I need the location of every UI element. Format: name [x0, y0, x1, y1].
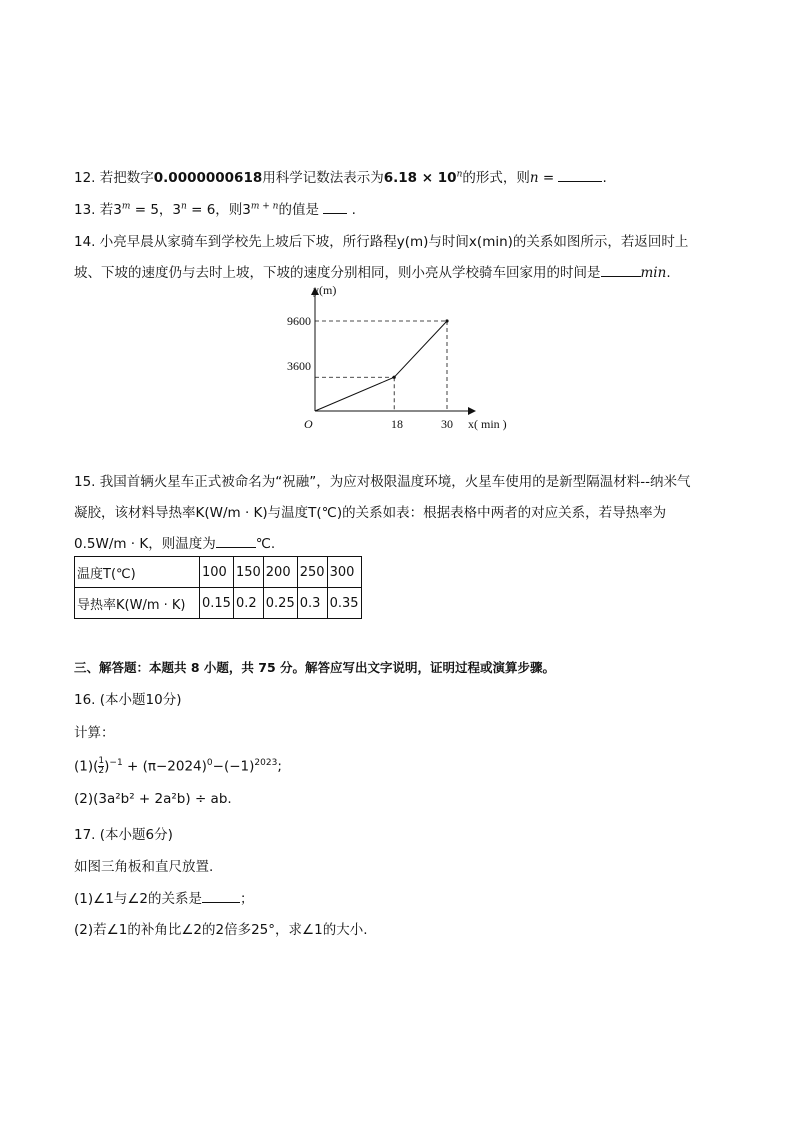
- q16-p1-e: ;: [277, 758, 282, 775]
- table-cell: 0.2: [233, 588, 263, 619]
- question-12: [74, 166, 607, 186]
- y-tick-3600: 3600: [287, 359, 311, 373]
- table-cell: 0.15: [200, 588, 234, 619]
- q16-exp-1: −1: [109, 758, 123, 768]
- answer-blank[interactable]: [323, 201, 347, 214]
- question-15-line-1: 15. 我国首辆火星车正式被命名为“祝融”，为应对极限温度环境，火星车使用的是新型隔温材料--纳米气: [74, 474, 691, 490]
- q13-text-a: 若: [99, 202, 114, 218]
- q16-p1-c: + (π−2024): [122, 758, 207, 775]
- q13-text-b: 的值是: [278, 202, 319, 218]
- q14-line2-text: 坡、下坡的速度仍与去时上坡，下坡的速度分别相同，则小亮从学校骑车回家用的时间是: [74, 265, 601, 281]
- x-tick-30: 30: [441, 417, 453, 431]
- question-14-line-2: [74, 261, 671, 281]
- x-tick-18: 18: [391, 417, 403, 431]
- q12-number: 12.: [74, 170, 96, 186]
- q15-line3-text: 0.5W/m · K，则温度为: [74, 536, 216, 552]
- question-16-instruction: 计算：: [74, 725, 115, 741]
- question-15-line-2: 凝胶，该材料导热率K(W/m · K)与温度T(℃)的关系如表：根据表格中两者的对应关系，若导热率为: [74, 505, 667, 521]
- q13-number: 13.: [74, 202, 96, 218]
- q13-exp-2: n: [181, 201, 187, 212]
- question-17-heading: 17. (本小题6分): [74, 827, 173, 843]
- table-cell: 300: [327, 557, 361, 588]
- q13-end: .: [351, 202, 356, 218]
- y-axis-label: y(m): [313, 283, 337, 297]
- q13-base-3: 3: [242, 202, 251, 218]
- table-cell: 0.3: [297, 588, 327, 619]
- q14-end: .: [666, 265, 671, 281]
- question-14-line-1: 14. 小亮早晨从家骑车到学校先上坡后下坡，所行路程y(m)与时间x(min)的关系如图所示，若返回时上: [74, 234, 689, 250]
- question-16-heading: 16. (本小题10分): [74, 692, 182, 708]
- q16-exp-3: 2023: [254, 758, 278, 768]
- table-row-head: 导热率K(W/m · K): [75, 588, 200, 619]
- table-cell: 0.25: [263, 588, 297, 619]
- data-point: [393, 376, 396, 379]
- q14-unit: min: [640, 265, 667, 281]
- q13-val-2: = 6，则: [186, 202, 243, 218]
- q16-p1-a: (1)(: [74, 758, 99, 775]
- q12-text-b: 用科学记数法表示为: [262, 170, 384, 186]
- q13-base-1: 3: [113, 202, 122, 218]
- distance-time-graph: [275, 280, 535, 440]
- q12-eq: =: [538, 170, 559, 186]
- series-line: [315, 321, 447, 411]
- q12-exp: n: [456, 169, 463, 180]
- question-16-part-2: (2)(3a²b² + 2a²b) ÷ ab.: [74, 791, 232, 807]
- q12-text-c: 的形式，则: [462, 170, 530, 186]
- q12-expr: 6.18 × 10: [383, 170, 457, 186]
- q12-end: .: [602, 170, 607, 186]
- conductivity-table: [74, 556, 362, 619]
- q12-var: n: [529, 170, 539, 186]
- table-cell: 250: [297, 557, 327, 588]
- q16-p1-d: −(−1): [212, 758, 255, 775]
- q12-text-a: 若把数字: [99, 170, 154, 186]
- dashed-guides: [315, 321, 447, 411]
- question-15-line-3: [74, 532, 275, 552]
- table-cell: 100: [200, 557, 234, 588]
- y-tick-9600: 9600: [287, 314, 311, 328]
- question-17-part-2: (2)若∠1的补角比∠2的2倍多25°，求∠1的大小.: [74, 922, 368, 938]
- q13-exp-1: m: [121, 201, 131, 212]
- table-cell: 0.35: [327, 588, 361, 619]
- origin-label: O: [304, 417, 313, 431]
- question-13: [74, 198, 356, 218]
- data-point: [445, 319, 448, 322]
- q13-exp-3: m + n: [250, 201, 279, 212]
- answer-blank[interactable]: [601, 264, 641, 277]
- q13-val-1: = 5，: [130, 202, 173, 218]
- q17-p1-end: ；: [240, 891, 254, 907]
- q16-p1-b: ): [104, 758, 110, 775]
- q15-unit: ℃.: [255, 536, 276, 552]
- q12-decimal: 0.0000000618: [153, 170, 263, 186]
- question-16-part-1: [74, 757, 282, 776]
- q13-base-2: 3: [172, 202, 181, 218]
- section-3-heading: 三、解答题：本题共 8 小题，共 75 分。解答应写出文字说明，证明过程或演算步骤。: [74, 660, 556, 675]
- answer-blank[interactable]: [216, 535, 256, 548]
- q16-exp-2: 0: [206, 758, 213, 768]
- question-17-part-1: [74, 887, 254, 907]
- answer-blank[interactable]: [558, 169, 602, 182]
- table-cell: 200: [263, 557, 297, 588]
- question-17-intro: 如图三角板和直尺放置.: [74, 859, 214, 875]
- x-axis-label: x( min ): [468, 417, 507, 431]
- answer-blank[interactable]: [202, 890, 240, 903]
- fraction-numerator: 1: [98, 756, 105, 766]
- table-cell: 150: [233, 557, 263, 588]
- q17-p1-text: (1)∠1与∠2的关系是: [74, 891, 203, 907]
- fraction-denominator: 2: [98, 766, 105, 776]
- table-row-head: 温度T(℃): [75, 557, 200, 588]
- table-row: [75, 588, 362, 619]
- table-row: [75, 557, 362, 588]
